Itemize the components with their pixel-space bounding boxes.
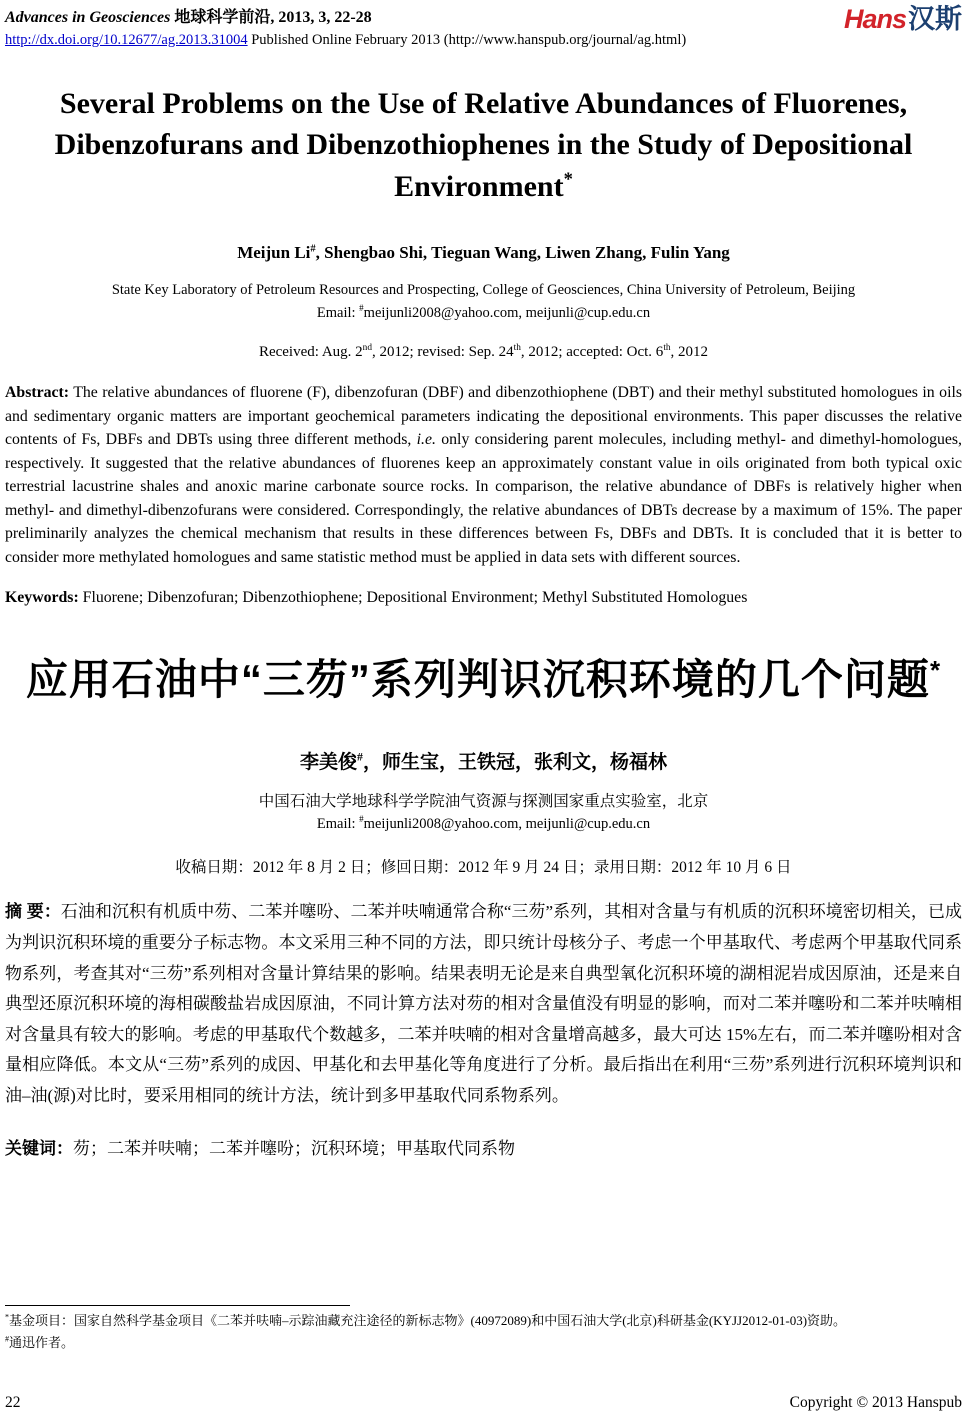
zh-author-corresponding-mark: # <box>357 751 363 765</box>
zh-author-first: 李美俊 <box>300 752 358 774</box>
zh-email-line <box>5 814 962 836</box>
journal-name-zh: 地球科学前沿 <box>174 9 271 26</box>
doi-link[interactable]: http://dx.doi.org/10.12677/ag.2013.31004 <box>5 32 248 48</box>
zh-affiliation: 中国石油大学地球科学学院油气资源与探测国家重点实验室，北京 <box>258 793 709 811</box>
en-authors-line <box>5 243 962 263</box>
received-sup: th <box>663 343 671 354</box>
authors-rest: , Shengbao Shi, Tieguan Wang, Liwen Zhang, Fulin Yang <box>315 243 730 263</box>
corresponding-footnote-mark: # <box>5 1334 10 1344</box>
en-keywords-line <box>5 589 962 607</box>
header-left <box>5 4 686 49</box>
received-seg: , 2012; revised: Sep. 24 <box>371 344 514 361</box>
zh-keywords-text: 芴；二苯并呋喃；二苯并噻吩；沉积环境；甲基取代同系物 <box>73 1138 515 1158</box>
en-abstract-italic: i.e. <box>416 431 436 449</box>
zh-authors-rest: ，师生宝，王铁冠，张利文，杨福林 <box>362 752 667 774</box>
corresponding-footnote-text: 通迅作者。 <box>9 1334 75 1350</box>
fund-footnote <box>5 1310 962 1331</box>
hans-logo-zh-text: 汉斯 <box>908 4 962 34</box>
page-title <box>5 83 962 207</box>
zh-title-footnote-mark: * <box>929 655 942 686</box>
corresponding-footnote <box>5 1332 962 1353</box>
zh-abstract <box>5 897 962 1111</box>
en-affiliation: State Key Laboratory of Petroleum Resources and Prospecting, College of Geosciences, China University of Petroleum, Beijing <box>111 282 856 299</box>
zh-title-text: 应用石油中“三芴”系列判识沉积环境的几个问题 <box>25 656 930 704</box>
en-keywords-text: Fluorene; Dibenzofuran; Dibenzothiophene; Depositional Environment; Methyl Substituted Homologues <box>78 589 748 607</box>
journal-line <box>5 4 686 27</box>
received-seg: , 2012 <box>670 344 709 361</box>
hans-logo-en-text: Hans <box>843 4 906 34</box>
title-footnote-mark: * <box>563 168 573 190</box>
journal-name-en: Advances in Geosciences <box>5 9 171 26</box>
published-text: Published Online February 2013 (http://www.hanspub.org/journal/ag.html) <box>251 32 687 48</box>
en-email-mark: # <box>359 302 364 313</box>
footnote-divider <box>5 1305 350 1306</box>
page-number: 22 <box>5 1394 21 1411</box>
author-first: Meijun Li <box>237 243 311 263</box>
en-abstract <box>5 381 962 569</box>
fund-footnote-mark: * <box>5 1312 10 1322</box>
zh-abstract-label: 摘 要： <box>5 902 61 922</box>
received-sup: th <box>513 343 521 354</box>
en-keywords-label: Keywords: <box>5 589 79 607</box>
zh-authors-line <box>5 747 962 774</box>
page-header <box>5 4 962 49</box>
received-seg: , 2012; accepted: Oct. 6 <box>520 344 664 361</box>
en-abstract-text-2: only considering parent molecules, including methyl- and dimethyl-homologues, respectively. It suggested that the relative abundances of fluorenes keep an approximately constant value in oils originated from both typical oxic terrestrial lacustrine shales and anoxic marine carbonate source rocks. In comparison, the relative abundance of DBFs is relatively higher when methyl- and dimethyl-dibenzofurans were considered. Correspondingly, the relative abundances of DBTs decrease by a maximum of 15%. The paper preliminarily analyzes the chemical mechanism that results in these differences between Fs, DBFs and DBTs. It is concluded that it is better to consider more methylated homologues and same statistic method must be applied in data sets with different sources. <box>5 431 962 566</box>
author-corresponding-mark: # <box>310 243 316 255</box>
footnotes <box>5 1305 962 1353</box>
en-email-line <box>5 302 962 324</box>
zh-title <box>5 647 962 707</box>
en-abstract-label: Abstract: <box>5 384 70 402</box>
en-email-label: Email: <box>316 304 360 321</box>
journal-issue: , 2013, 3, 22-28 <box>270 9 372 26</box>
doi-line <box>5 32 686 49</box>
zh-dates-line: 收稿日期：2012 年 8 月 2 日；修回日期：2012 年 9 月 24 日；录用日期：2012 年 10 月 6 日 <box>175 859 792 877</box>
page-footer <box>5 1394 962 1412</box>
en-received-line <box>5 344 962 361</box>
hans-logo <box>844 6 962 33</box>
zh-email-label: Email: <box>316 815 360 832</box>
received-seg: Received: Aug. 2 <box>258 344 363 361</box>
page-title-text: Several Problems on the Use of Relative Abundances of Fluorenes, Dibenzofurans and Dibenzothiophenes in the Study of Depositional Environment <box>54 87 913 203</box>
received-sup: nd <box>362 343 372 354</box>
zh-keywords-label: 关键词： <box>5 1138 73 1158</box>
en-abstract-text-1: The relative abundances of fluorene (F), dibenzofuran (DBF) and dibenzothiophene (DBT) and their methyl substituted homologues in oils and sedimentary organic matters are important geochemical parameters indicating the depositional environments. This paper discusses the relative contents of Fs, DBFs and DBTs using three different methods, <box>5 384 962 449</box>
fund-footnote-text: 基金项目：国家自然科学基金项目《二苯并呋喃–示踪油藏充注途径的新标志物》(40972089)和中国石油大学(北京)科研基金(KYJJ2012-01-03)资助。 <box>9 1313 847 1329</box>
zh-email-value: meijunli2008@yahoo.com, meijunli@cup.edu.cn <box>363 815 651 832</box>
en-email-value: meijunli2008@yahoo.com, meijunli@cup.edu.cn <box>363 304 651 321</box>
copyright-text: Copyright © 2013 Hanspub <box>789 1394 962 1411</box>
zh-keywords-line <box>5 1134 962 1159</box>
zh-abstract-text: 石油和沉积有机质中芴、二苯并噻吩、二苯并呋喃通常合称“三芴”系列，其相对含量与有机质的沉积环境密切相关，已成为判识沉积环境的重要分子标志物。本文采用三种不同的方法，即只统计母核分子、考虑一个甲基取代、考虑两个甲基取代同系物系列，考查其对“三芴”系列相对含量计算结果的影响。结果表明无论是来自典型氧化沉积环境的湖相泥岩成因原油，还是来自典型还原沉积环境的海相碳酸盐岩成因原油，不同计算方法对芴的相对含量值没有明显的影响，而对二苯并噻吩和二苯并呋喃相对含量具有较大的影响。考虑的甲基取代个数越多，二苯并呋喃的相对含量增高越多，最大可达 15%左右，而二苯并噻吩相对含量相应降低。本文从“三芴”系列的成因、甲基化和去甲基化等角度进行了分析。最后指出在利用“三芴”系列进行沉积环境判识和油–油(源)对比时，要采用相同的统计方法，统计到多甲基取代同系物系列。 <box>5 902 962 1105</box>
zh-email-mark: # <box>359 813 364 824</box>
